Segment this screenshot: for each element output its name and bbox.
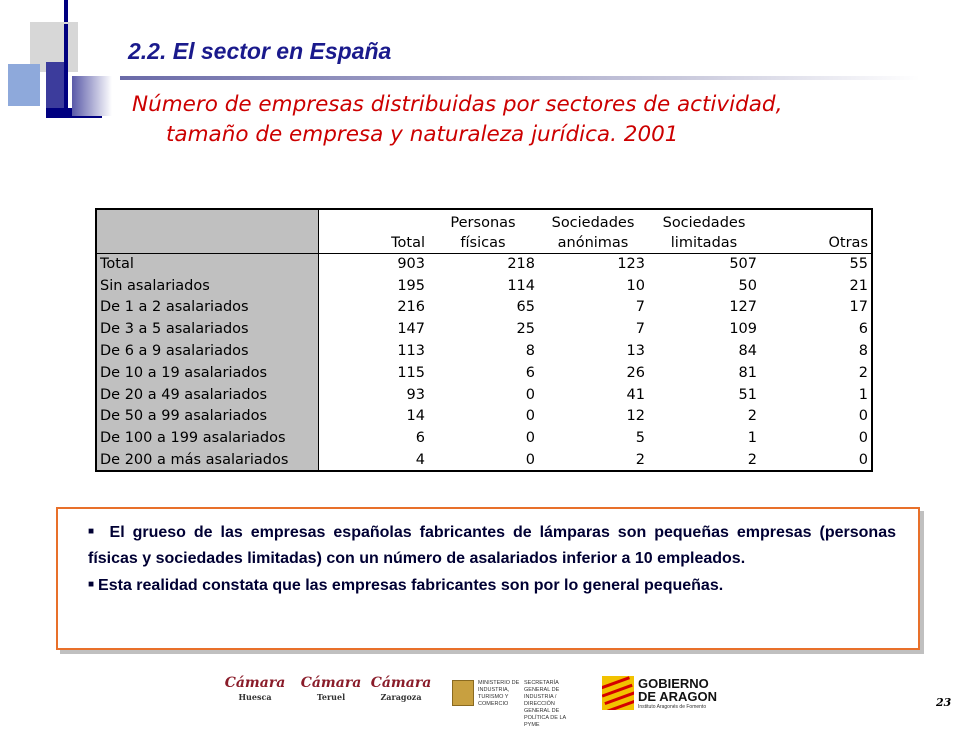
aragon-line-2: DE ARAGON [638, 689, 717, 704]
table-cell: 2 [747, 408, 757, 425]
corner-decoration [0, 0, 120, 125]
table-cell: 6 [525, 364, 535, 381]
table-cell: 218 [507, 256, 535, 273]
table-cell: 26 [626, 364, 645, 381]
header-sociedades-limitadas: Sociedades limitadas [648, 209, 760, 253]
coat-of-arms-icon [452, 680, 474, 706]
table-cell: 50 [738, 277, 757, 294]
table-cell: 2 [635, 451, 645, 468]
table-cell: 2 [858, 364, 868, 381]
table-cell: 65 [516, 299, 535, 316]
table-cell: 123 [617, 256, 645, 273]
table-cell: 55 [849, 256, 868, 273]
table-cell: 10 [626, 277, 645, 294]
table-cell: 93 [406, 386, 425, 403]
page-subtitle [132, 90, 952, 150]
table-cell: 8 [525, 343, 535, 360]
header-sociedades-anonimas: Sociedades anónimas [538, 209, 648, 253]
table-cell: 1 [747, 430, 757, 447]
subtitle-line-1: Número de empresas distribuidas por sectores de actividad, [132, 92, 783, 117]
table-cell: 0 [525, 430, 535, 447]
table-row [96, 275, 872, 297]
table-cell: 147 [397, 321, 425, 338]
table-cell: 113 [397, 343, 425, 360]
table-cell: 21 [849, 277, 868, 294]
table-cell: 2 [747, 451, 757, 468]
row-label: De 20 a 49 asalariados [96, 384, 318, 406]
table-cell: 81 [738, 364, 757, 381]
row-label: Sin asalariados [96, 275, 318, 297]
camara-teruel-logo: Cámara Teruel [300, 675, 362, 702]
table-row [96, 362, 872, 384]
camara-zaragoza-logo: Cámara Zaragoza [370, 675, 432, 702]
note-1: ■ El grueso de las empresas españolas fabricantes de lámparas son pequeñas empresas (personas físicas y sociedades limitadas) con un número de asalariados inferior a 10 empleados. [88, 524, 896, 567]
header-otras: Otras [760, 209, 872, 253]
table-cell: 25 [516, 321, 535, 338]
table-cell: 4 [415, 451, 425, 468]
header-empty-cell [96, 209, 318, 253]
table-cell: 109 [729, 321, 757, 338]
table-header-row [96, 209, 872, 253]
table-cell: 84 [738, 343, 757, 360]
ministerio-logo: MINISTERIO DE INDUSTRIA, TURISMO Y COMERCIO SECRETARÍA GENERAL DE INDUSTRIA / DIRECCIÓN GENERAL DE POLÍTICA DE LA PYME [452, 678, 578, 710]
page-number: 23 [936, 696, 952, 709]
header-personas-fisicas: Personas físicas [428, 209, 538, 253]
camara-huesca-logo: Cámara Huesca [224, 675, 286, 702]
table-cell: 0 [858, 408, 868, 425]
bullet-icon: ■ [88, 526, 98, 537]
table-cell: 1 [858, 386, 868, 403]
row-label: De 100 a 199 asalariados [96, 427, 318, 449]
table-cell: 216 [397, 299, 425, 316]
gobierno-aragon-logo [602, 676, 732, 712]
table-cell: 0 [525, 408, 535, 425]
table-row [96, 384, 872, 406]
footer-logos [222, 674, 722, 728]
row-label: De 6 a 9 asalariados [96, 340, 318, 362]
page-title: 2.2. El sector en España [128, 38, 392, 64]
table-row [96, 318, 872, 340]
subtitle-line-2: tamaño de empresa y naturaleza jurídica. 2001 [166, 122, 679, 147]
table-row [96, 253, 872, 275]
row-label: De 3 a 5 asalariados [96, 318, 318, 340]
table-cell: 7 [635, 299, 645, 316]
table-cell: 115 [397, 364, 425, 381]
table-cell: 17 [849, 299, 868, 316]
table-row [96, 427, 872, 449]
table-cell: 5 [635, 430, 645, 447]
table-cell: 7 [635, 321, 645, 338]
table-row [96, 297, 872, 319]
table-cell: 0 [525, 451, 535, 468]
table-row [96, 340, 872, 362]
row-label: De 10 a 19 asalariados [96, 362, 318, 384]
row-label: De 1 a 2 asalariados [96, 297, 318, 319]
summary-box [56, 507, 920, 650]
table-cell: 195 [397, 277, 425, 294]
aragon-flag-icon [602, 676, 634, 710]
companies-table [95, 208, 873, 472]
table-cell: 0 [858, 430, 868, 447]
row-label: De 200 a más asalariados [96, 449, 318, 471]
table-cell: 903 [397, 256, 425, 273]
table-cell: 6 [415, 430, 425, 447]
table-cell: 0 [858, 451, 868, 468]
header-total: Total [318, 209, 428, 253]
note-2: ■ Esta realidad constata que las empresas fabricantes son por lo general pequeñas. [88, 577, 724, 594]
row-label: De 50 a 99 asalariados [96, 406, 318, 428]
table-cell: 8 [858, 343, 868, 360]
table-cell: 13 [626, 343, 645, 360]
row-label: Total [96, 253, 318, 275]
bullet-icon: ■ [88, 579, 95, 590]
table-cell: 127 [729, 299, 757, 316]
table-row [96, 406, 872, 428]
aragon-subtitle: Instituto Aragonés de Fomento [638, 704, 707, 710]
table-cell: 507 [729, 256, 757, 273]
aragon-line-1: GOBIERNO [638, 676, 709, 691]
table-row [96, 449, 872, 471]
table-cell: 51 [738, 386, 757, 403]
table-cell: 14 [406, 408, 425, 425]
table-cell: 114 [507, 277, 535, 294]
title-underline [120, 76, 920, 80]
table-cell: 0 [525, 386, 535, 403]
table-cell: 12 [626, 408, 645, 425]
table-cell: 6 [858, 321, 868, 338]
table-cell: 41 [626, 386, 645, 403]
